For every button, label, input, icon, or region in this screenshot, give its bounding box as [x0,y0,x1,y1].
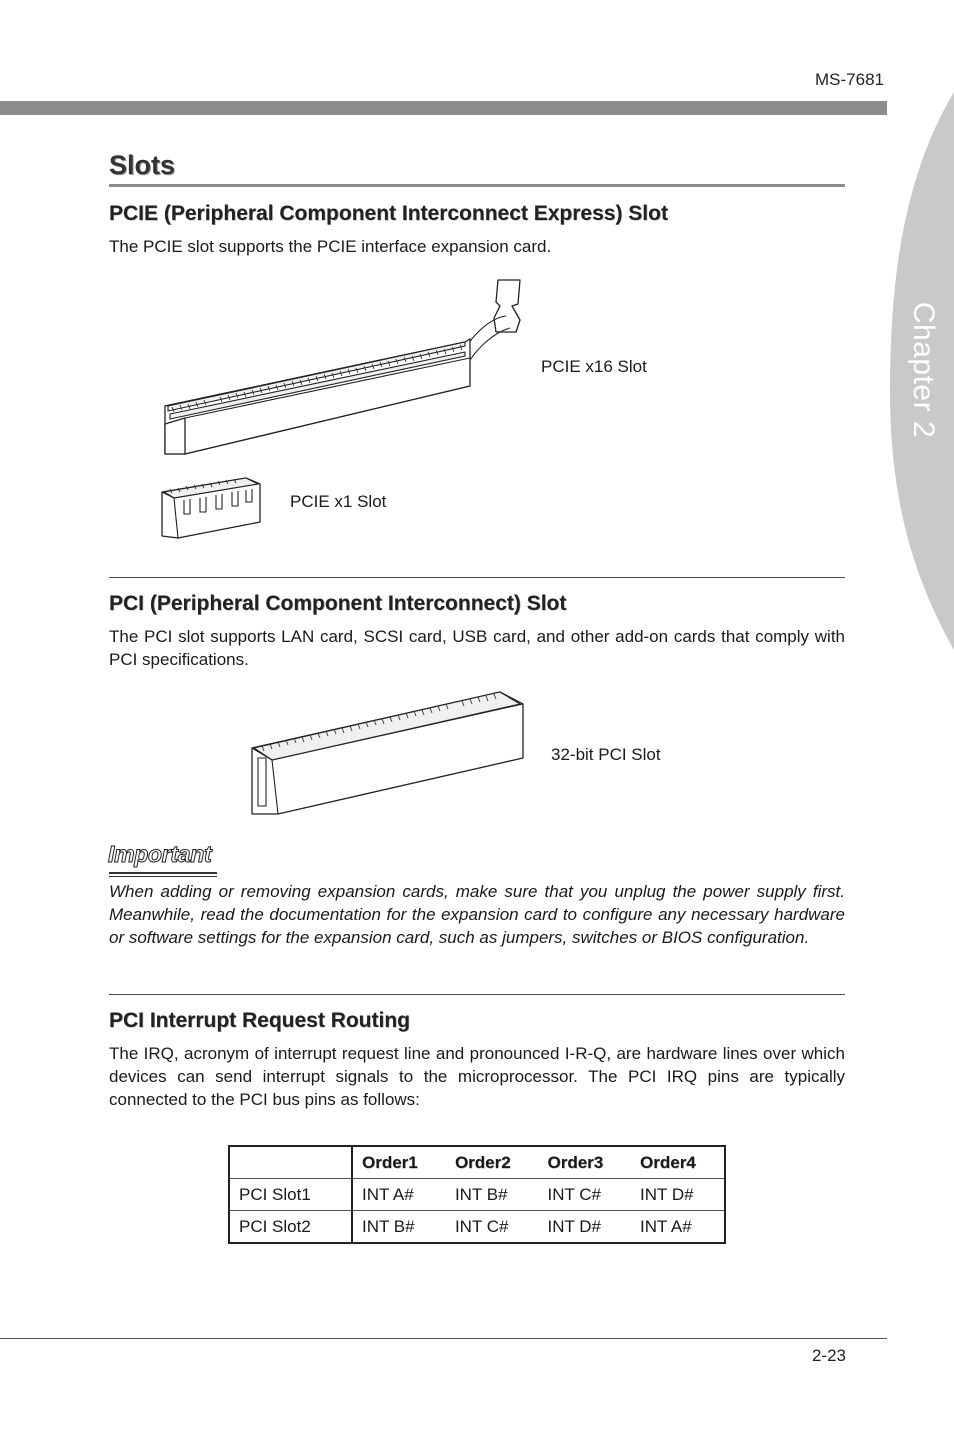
title-rule [109,184,845,187]
table-cell: INT B# [446,1179,539,1211]
pci-heading: PCI (Peripheral Component Interconnect) Slot [109,592,567,615]
table-cell: PCI Slot2 [229,1211,352,1244]
table-cell: INT A# [631,1211,725,1244]
divider [109,994,845,995]
table-row [229,1179,725,1211]
important-text: When adding or removing expansion cards, make sure that you unplug the power supply first. Meanwhile, read the documentation for the expansion card to configure any necessary hardware or software settings for the expansion card, such as jumpers, switches or BIOS configuration. [109,882,845,947]
page-number: 2-23 [811,1346,846,1365]
important-title: Important [108,841,212,867]
table-header-cell [229,1146,352,1179]
irq-description: The IRQ, acronym of interrupt request line and pronounced I-R-Q, are hardware lines over which devices can send interrupt signals to the microprocessor. The PCI IRQ pins are typically connected to the PCI bus pins as follows: [109,1044,845,1109]
pcie-heading: PCIE (Peripheral Component Interconnect Express) Slot [109,202,668,225]
table-header-cell: Order1 [362,1152,418,1172]
table-cell: INT A# [352,1179,446,1211]
divider [109,577,845,578]
pci-slot-label: 32-bit PCI Slot [551,745,661,764]
model-number: MS-7681 [815,70,884,89]
table-header-cell: Order2 [454,1152,511,1172]
table-cell: INT D# [631,1179,725,1211]
table-cell: PCI Slot1 [229,1179,352,1211]
pcie-description: The PCIE slot supports the PCIE interface expansion card. [109,237,552,256]
table-header-cell: Order4 [640,1152,696,1172]
header-bar [0,101,887,115]
table-cell: INT C# [538,1179,631,1211]
irq-routing-table [228,1145,726,1244]
table-cell: INT D# [538,1211,631,1244]
pcie-x16-slot-illustration [160,276,530,458]
irq-heading: PCI Interrupt Request Routing [109,1009,410,1032]
pci-slot-illustration [248,688,528,820]
table-header-cell: Order3 [547,1152,604,1172]
pci-description: The PCI slot supports LAN card, SCSI card, USB card, and other add-on cards that comply with PCI specifications. [109,627,845,669]
important-underline-secondary [109,876,217,877]
table-header-row [229,1146,725,1179]
table-cell: INT C# [446,1211,539,1244]
section-title: Slots [109,150,176,180]
table-row [229,1211,725,1244]
footer-rule [0,1338,887,1339]
chapter-tab-label: Chapter 2 [907,301,940,439]
pcie-x1-slot-illustration [158,474,264,542]
table-cell: INT B# [352,1211,446,1244]
pcie-x1-label: PCIE x1 Slot [290,492,387,511]
pcie-x16-label: PCIE x16 Slot [541,357,647,376]
important-underline [109,872,217,874]
